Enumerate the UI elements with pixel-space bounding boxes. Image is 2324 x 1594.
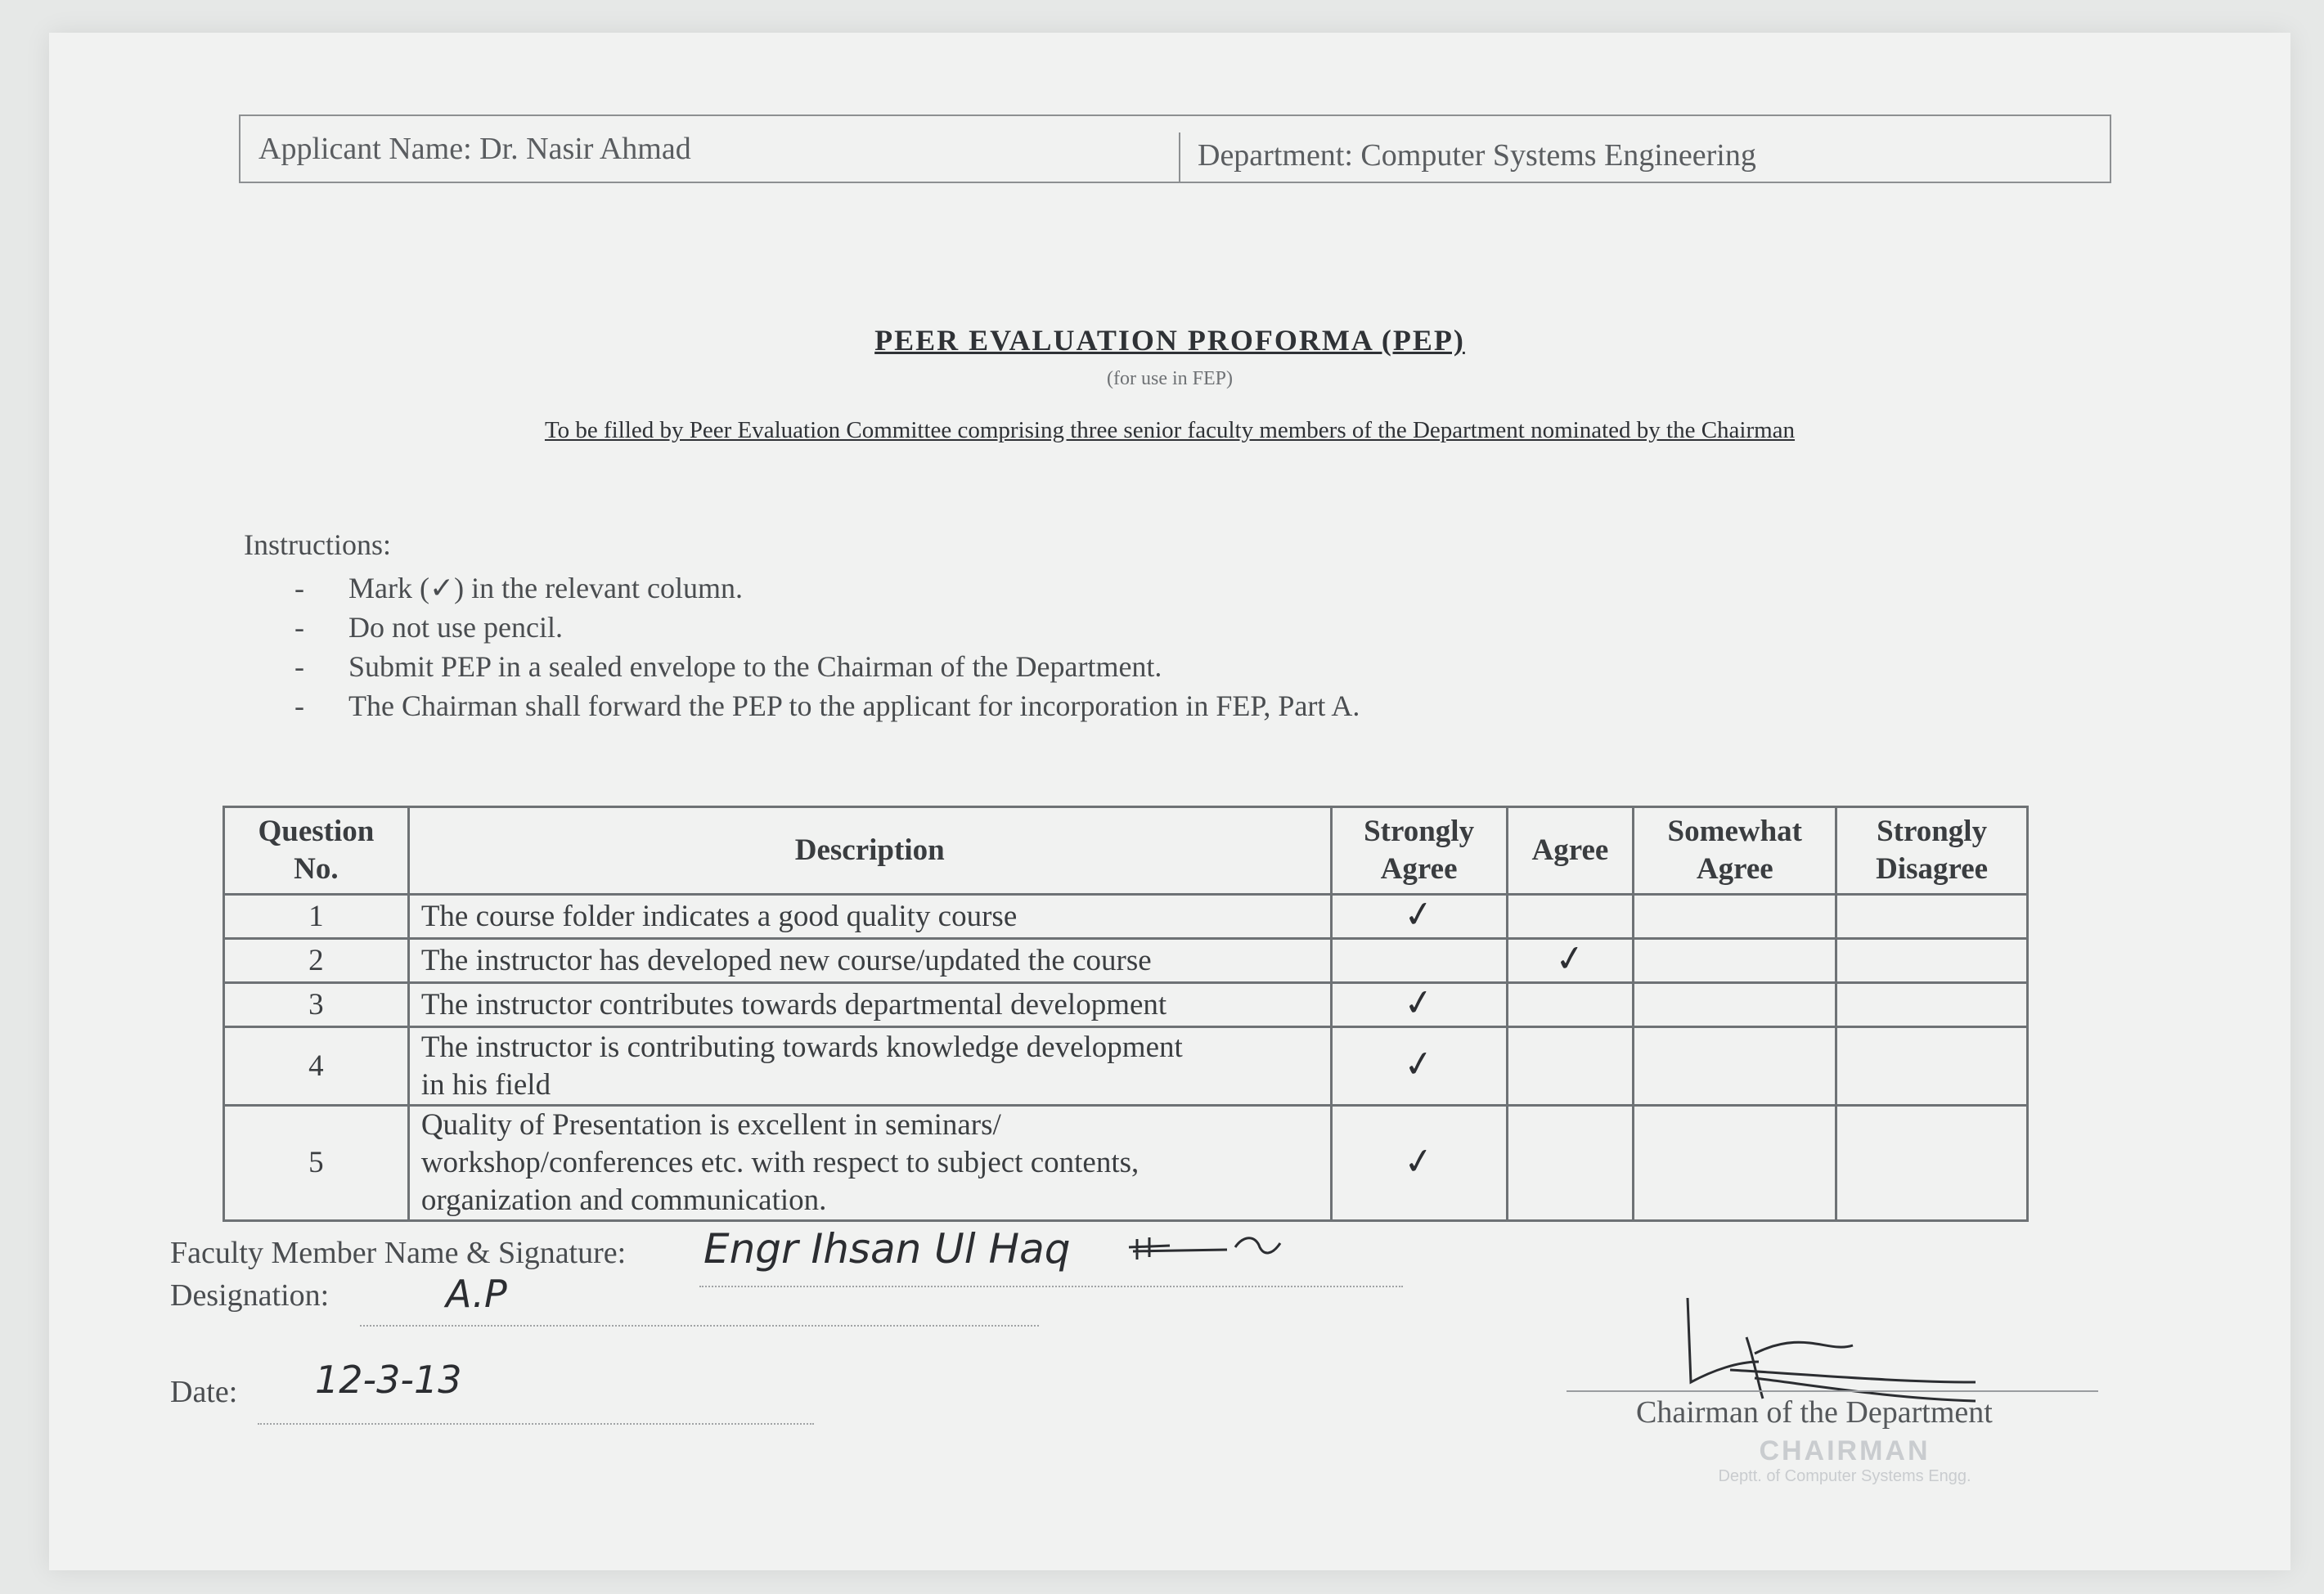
description-line: organization and communication. — [420, 1183, 827, 1217]
question-description — [408, 1027, 1331, 1106]
date-line — [258, 1423, 814, 1425]
instruction-item: - Submit PEP in a sealed envelope to the Chairman of the Department. — [294, 647, 1360, 686]
table-header-row — [224, 807, 2028, 895]
question-number: 3 — [224, 983, 409, 1027]
instructions-heading: Instructions: — [244, 528, 391, 561]
table-row — [224, 939, 2028, 983]
table-row — [224, 895, 2028, 939]
chairman-signature — [1681, 1296, 1992, 1403]
rating-cell-strongly-disagree[interactable] — [1836, 939, 2028, 983]
header-strongly-agree: Strongly Agree — [1331, 807, 1507, 895]
faculty-signature — [1121, 1223, 1391, 1280]
rating-cell-strongly-agree[interactable] — [1331, 939, 1507, 983]
stamp-line: Deptt. of Computer Systems Engg. — [1718, 1467, 1971, 1485]
question-description — [408, 895, 1331, 939]
description-line: Quality of Presentation is excellent in seminars/ — [420, 1108, 1001, 1142]
rating-cell-strongly-agree[interactable] — [1331, 1027, 1507, 1106]
chairman-line — [1567, 1390, 2098, 1392]
header-question-no: Question No. — [224, 807, 409, 895]
date-handwritten: 12-3-13 — [315, 1358, 462, 1402]
table-row — [224, 1106, 2028, 1221]
question-number: 2 — [224, 939, 409, 983]
rating-cell-somewhat-agree[interactable] — [1634, 983, 1836, 1027]
instruction-item: - Do not use pencil. — [294, 608, 1360, 647]
rating-cell-somewhat-agree[interactable] — [1634, 895, 1836, 939]
question-number: 4 — [224, 1027, 409, 1106]
question-description — [408, 939, 1331, 983]
header-agree: Agree — [1507, 807, 1634, 895]
instruction-item: - The Chairman shall forward the PEP to the applicant for incorporation in FEP, Part A. — [294, 686, 1360, 725]
rating-cell-somewhat-agree[interactable] — [1634, 1106, 1836, 1221]
rating-cell-strongly-agree[interactable] — [1331, 1106, 1507, 1221]
form-title: PEER EVALUATION PROFORMA (PEP) — [874, 324, 1465, 357]
question-number: 5 — [224, 1106, 409, 1221]
rating-cell-strongly-disagree[interactable] — [1836, 1027, 2028, 1106]
signature-line — [699, 1286, 1403, 1287]
description-line: workshop/conferences etc. with respect to subject contents, — [420, 1146, 1140, 1179]
rating-cell-strongly-disagree[interactable] — [1836, 1106, 2028, 1221]
stamp-title: CHAIRMAN — [1759, 1435, 1931, 1466]
description-line: The instructor has developed new course/updated the course — [420, 943, 1152, 977]
chairman-label: Chairman of the Department — [1636, 1395, 1993, 1430]
faculty-name-label: Faculty Member Name & Signature: — [170, 1236, 627, 1270]
designation-handwritten: A.P — [446, 1272, 507, 1316]
check-mark-icon: ✓ — [1400, 980, 1437, 1026]
designation-label: Designation: — [170, 1278, 330, 1313]
form-subtitle: (for use in FEP) — [1107, 368, 1233, 389]
rating-cell-agree[interactable] — [1507, 983, 1634, 1027]
date-label: Date: — [170, 1375, 238, 1409]
rating-cell-strongly-agree[interactable] — [1331, 891, 1507, 939]
question-number: 1 — [224, 895, 409, 939]
rating-cell-strongly-disagree[interactable] — [1836, 895, 2028, 939]
instruction-item: - Mark (✓) in the relevant column. — [294, 568, 1360, 608]
instructions-list — [294, 568, 1360, 725]
header-divider — [1179, 132, 1180, 182]
department-name: Department: Computer Systems Engineering — [1198, 138, 1756, 173]
table-row — [224, 1027, 2028, 1106]
rating-cell-agree[interactable] — [1507, 1027, 1634, 1106]
question-description — [408, 1106, 1331, 1221]
rating-cell-somewhat-agree[interactable] — [1634, 939, 1836, 983]
description-line: The instructor is contributing towards knowledge development — [420, 1030, 1183, 1064]
check-mark-icon: ✓ — [1400, 891, 1437, 938]
designation-line — [360, 1325, 1039, 1327]
committee-note: To be filled by Peer Evaluation Committee comprising three senior faculty members of the Department nominated by the Chairman — [544, 417, 1796, 443]
description-line: The course folder indicates a good quality course — [420, 899, 1018, 933]
header-description: Description — [408, 807, 1331, 895]
header-somewhat-agree: Somewhat Agree — [1634, 807, 1836, 895]
rating-cell-strongly-agree[interactable] — [1331, 980, 1507, 1027]
rating-cell-agree[interactable] — [1507, 936, 1634, 983]
applicant-header-box — [239, 114, 2111, 183]
description-line: in his field — [420, 1067, 551, 1102]
check-mark-icon: ✓ — [1552, 936, 1589, 982]
question-description — [408, 983, 1331, 1027]
applicant-name: Applicant Name: Dr. Nasir Ahmad — [258, 132, 691, 166]
department-stamp — [1648, 1435, 2041, 1486]
form-sheet — [49, 33, 2290, 1570]
rating-cell-agree[interactable] — [1507, 1106, 1634, 1221]
rating-cell-agree[interactable] — [1507, 895, 1634, 939]
rating-cell-strongly-disagree[interactable] — [1836, 983, 2028, 1027]
table-row — [224, 983, 2028, 1027]
header-strongly-disagree: Strongly Disagree — [1836, 807, 2028, 895]
check-mark-icon: ✓ — [1400, 1041, 1437, 1088]
faculty-name-handwritten: Engr Ihsan Ul Haq — [703, 1225, 1071, 1273]
description-line: The instructor contributes towards departmental development — [420, 987, 1167, 1022]
check-mark-icon: ✓ — [1400, 1138, 1437, 1184]
evaluation-table — [223, 806, 2029, 1222]
rating-cell-somewhat-agree[interactable] — [1634, 1027, 1836, 1106]
